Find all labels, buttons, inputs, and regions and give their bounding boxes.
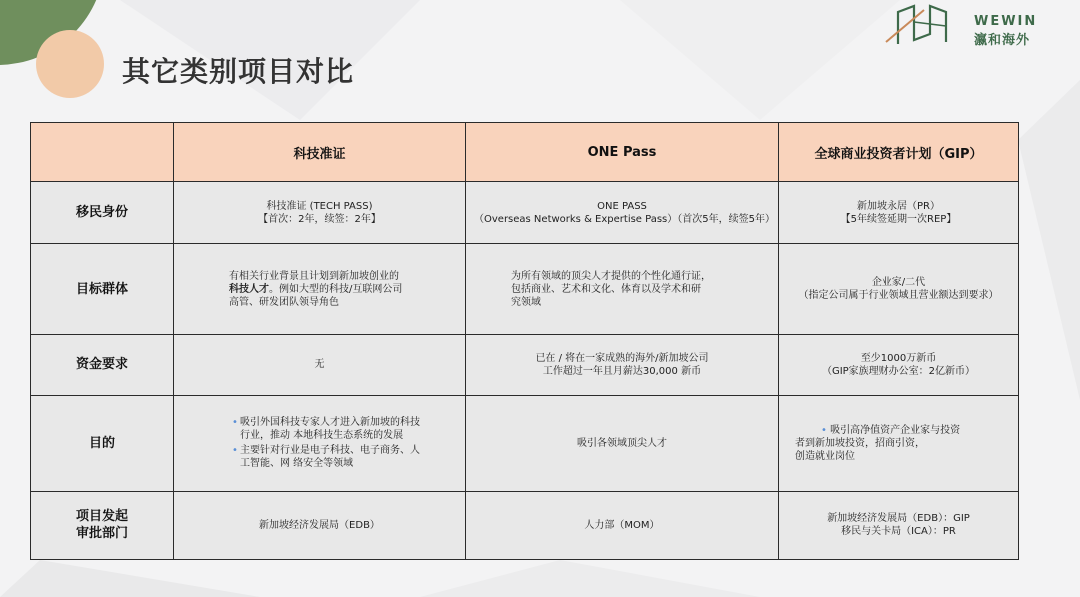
cell-tech-pass-authority: 新加坡经济发展局（EDB） [174,491,466,559]
logo-chinese-name: 瀛和海外 [974,33,1031,48]
cell-gip-funding: 至少1000万新币 （GIP家族理财办公室：2亿新币） [779,335,1019,395]
cell-tech-pass-purpose [174,395,466,491]
comparison-table [30,122,1019,560]
cell-gip-authority: 新加坡经济发展局（EDB）：GIP 移民与关卡局（ICA）：PR [779,491,1019,559]
logo-english-name: WEWIN [974,14,1038,29]
purpose-bullet-list [182,416,457,470]
row-label-funding: 资金要求 [31,335,174,395]
table-row [31,244,1019,335]
cell-tech-pass-status: 科技准证 (TECH PASS) 【首次：2年，续签：2年】 [174,182,466,244]
header-one-pass: ONE Pass [466,123,779,182]
list-item: • 吸引外国科技专家人才进入新加坡的科技 行业，推动 本地科技生态系统的发展 [232,416,457,442]
cell-one-pass-status: ONE PASS （Overseas Networks & Expertise Pass）（首次5年，续签5年） [466,182,779,244]
cell-gip-status: 新加坡永居（PR） 【5年续签延期一次REP】 [779,182,1019,244]
row-label-immigration-status: 移民身份 [31,182,174,244]
row-label-purpose: 目的 [31,395,174,491]
row-label-target-group: 目标群体 [31,244,174,335]
cell-tech-pass-target: 有相关行业背景且计划到新加坡创业的 科技人才。例如大型的科技/互联网公司 高管、研发团队领导角色 [174,244,466,335]
cell-tech-pass-funding: 无 [174,335,466,395]
row-label-approval-authority: 项目发起 审批部门 [31,491,174,559]
cell-gip-target: 企业家/二代 （指定公司属于行业领域且营业额达到要求） [779,244,1019,335]
cell-one-pass-authority: 人力部（MOM） [466,491,779,559]
cell-one-pass-target: 为所有领域的顶尖人才提供的个性化通行证， 包括商业、艺术和文化、体育以及学术和研 究领域 [466,244,779,335]
wewin-logo-mark [884,2,952,48]
table-header-row [31,123,1019,182]
table-row [31,395,1019,491]
bullet-icon: • [821,424,827,436]
highlight-tech-talent: 科技人才 [229,283,269,295]
brand-logo [884,2,1044,50]
header-corner [31,123,174,182]
cell-one-pass-funding: 已在 / 将在一家成熟的海外/新加坡公司 工作超过一年且月薪达30,000 新币 [466,335,779,395]
table-row [31,335,1019,395]
cell-one-pass-purpose: 吸引各领域顶尖人才 [466,395,779,491]
table-row [31,491,1019,559]
table-row [31,182,1019,244]
header-gip: 全球商业投资者计划（GIP） [779,123,1019,182]
cell-gip-purpose: • 吸引高净值资产企业家与投资 者到新加坡投资，招商引资， 创造就业岗位 [779,395,1019,491]
header-tech-pass: 科技准证 [174,123,466,182]
list-item: • 主要针对行业是电子科技、电子商务、人 工智能、网 络安全等领域 [232,444,457,470]
page-title: 其它类别项目对比 [122,55,355,88]
